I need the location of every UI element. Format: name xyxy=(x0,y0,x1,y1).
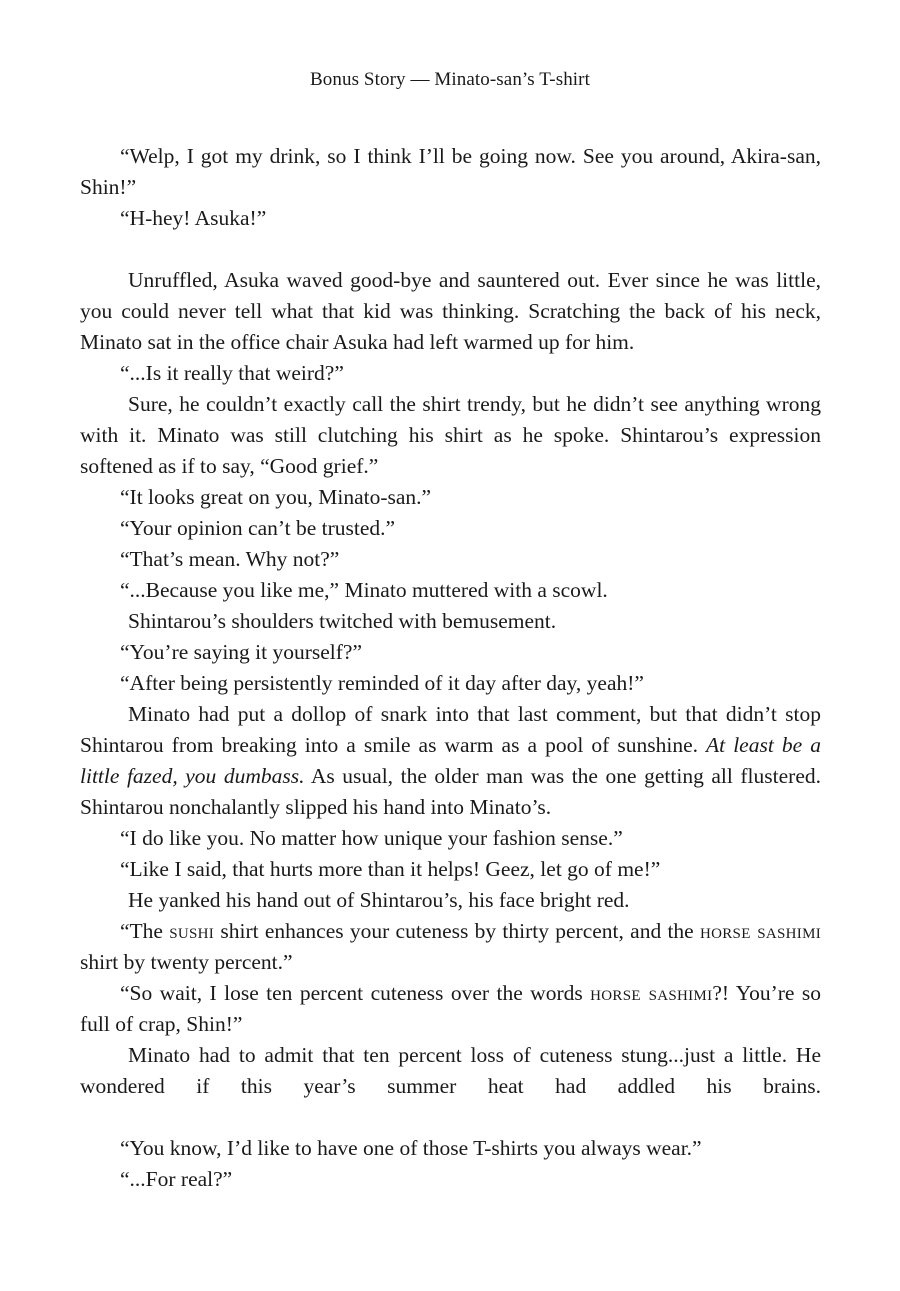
paragraph: “I do like you. No matter how unique your fashion sense.” xyxy=(120,826,623,850)
paragraph: “After being persistently reminded of it day after day, yeah!” xyxy=(120,671,644,695)
italic-thought: At least be a little fazed, you dumbass. xyxy=(80,733,821,788)
small-caps-word: horse sashimi xyxy=(590,981,713,1005)
paragraph: “It looks great on you, Minato-san.” xyxy=(120,485,432,509)
paragraph xyxy=(80,916,821,978)
paragraph xyxy=(80,699,821,823)
paragraph: Shintarou’s shoulders twitched with bemusement. xyxy=(128,609,557,633)
paragraph-text: Minato had put a dollop of snark into that last comment, but that didn’t stop Shintarou from breaking into a smile as warm as a pool of sunshine. xyxy=(80,702,821,757)
paragraph: Unruffled, Asuka waved good-bye and sauntered out. Ever since he was little, you could never tell what that kid was thinking. Scratching the back of his neck, Minato sat in the office chair Asuka had left warmed up for him. xyxy=(80,268,821,354)
paragraph: “Welp, I got my drink, so I think I’ll be going now. See you around, Akira-san, Shin!” xyxy=(80,144,821,199)
paragraph: “...Is it really that weird?” xyxy=(120,361,344,385)
paragraph: “...Because you like me,” Minato muttered with a scowl. xyxy=(120,578,608,602)
paragraph: Sure, he couldn’t exactly call the shirt trendy, but he didn’t see anything wrong with it. Minato was still clutching his shirt as he spoke. Shintarou’s expression softened as if to say, “Good grief.” xyxy=(80,392,821,478)
paragraph-text: “So wait, I lose ten percent cuteness over the words xyxy=(120,981,591,1005)
running-head: Bonus Story — Minato-san’s T-shirt xyxy=(310,69,590,90)
paragraph: Minato had to admit that ten percent loss of cuteness stung...just a little. He wondered if this year’s summer heat had addled his brains. xyxy=(80,1043,821,1098)
paragraph-text: shirt by twenty percent.” xyxy=(80,950,293,974)
small-caps-word: sushi xyxy=(169,919,215,943)
small-caps-word: horse sashimi xyxy=(699,919,821,943)
paragraph: “...For real?” xyxy=(120,1167,233,1191)
paragraph-text: “The xyxy=(120,919,170,943)
paragraph: He yanked his hand out of Shintarou’s, his face bright red. xyxy=(128,888,630,912)
paragraph: “Your opinion can’t be trusted.” xyxy=(120,516,396,540)
scene-break xyxy=(80,234,821,265)
paragraph xyxy=(80,978,821,1040)
paragraph-text: ?! You’re so full of crap, Shin!” xyxy=(80,981,821,1036)
paragraph: “H-hey! Asuka!” xyxy=(120,206,267,230)
paragraph: “You’re saying it yourself?” xyxy=(120,640,363,664)
paragraph: “Like I said, that hurts more than it helps! Geez, let go of me!” xyxy=(120,857,661,881)
paragraph-text: As usual, the older man was the one getting all flustered. Shintarou nonchalantly slipped his hand into Minato’s. xyxy=(80,764,821,819)
paragraph: “That’s mean. Why not?” xyxy=(120,547,340,571)
paragraph: “You know, I’d like to have one of those T-shirts you always wear.” xyxy=(120,1136,702,1160)
paragraph-text: shirt enhances your cuteness by thirty percent, and the xyxy=(214,919,700,943)
body-text xyxy=(80,141,821,1195)
scene-break xyxy=(80,1102,821,1133)
